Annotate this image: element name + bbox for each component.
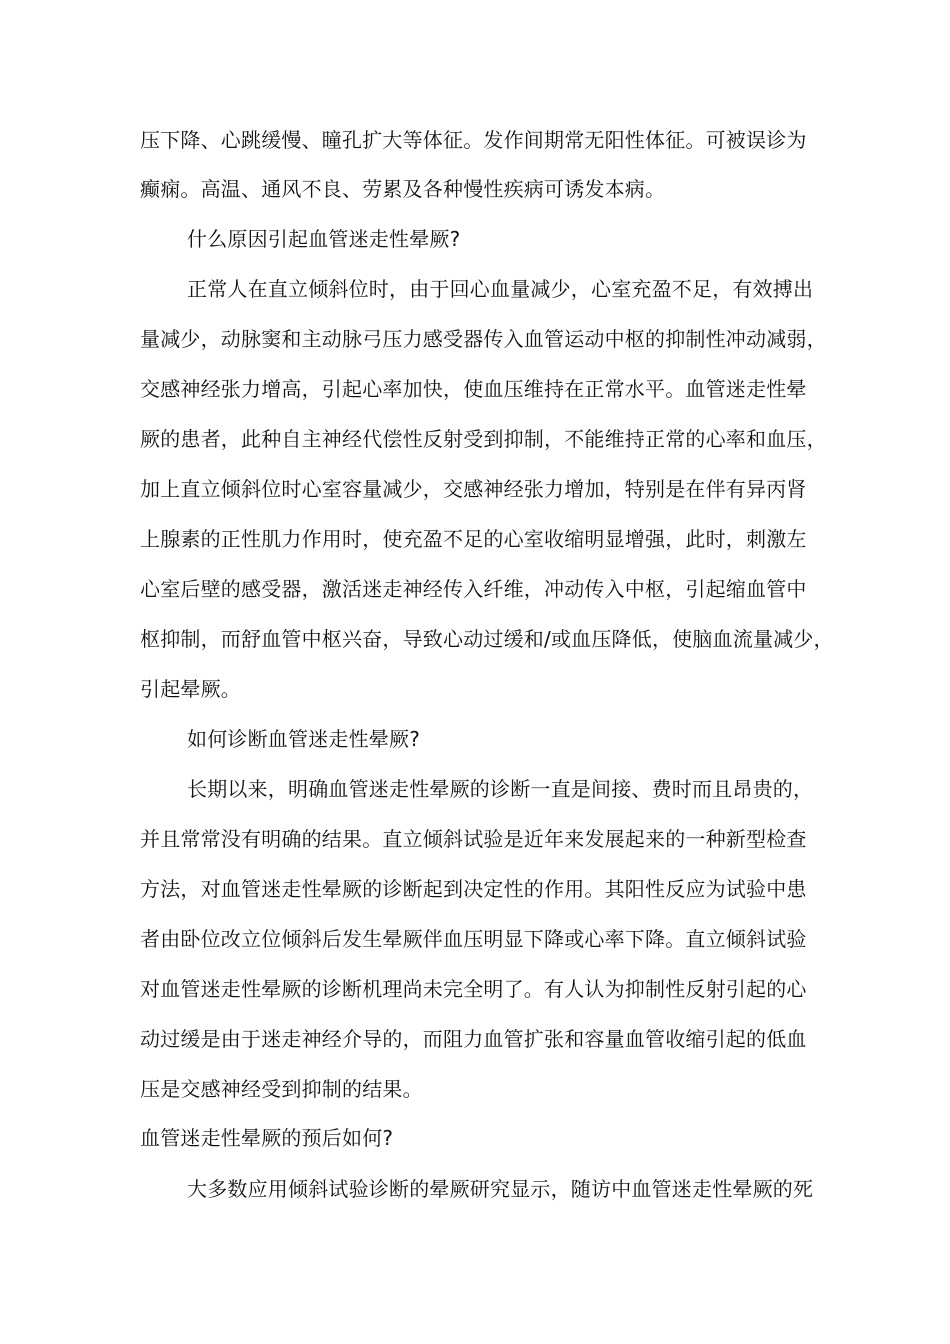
section-question-heading: 血管迷走性晕厥的预后如何? [140,1126,394,1150]
paragraph-line: 者由卧位改立位倾斜后发生晕厥伴血压明显下降或心率下降。直立倾斜试验 [140,927,807,951]
paragraph-line: 正常人在直立倾斜位时，由于回心血量减少，心室充盈不足，有效搏出 [187,277,814,301]
paragraph-line: 对血管迷走性晕厥的诊断机理尚未完全明了。有人认为抑制性反射引起的心 [140,977,807,1001]
paragraph-line: 量减少，动脉窦和主动脉弓压力感受器传入血管运动中枢的抑制性冲动减弱， [140,327,827,351]
paragraph-line: 压下降、心跳缓慢、瞳孔扩大等体征。发作间期常无阳性体征。可被误诊为 [140,128,807,152]
paragraph-line: 加上直立倾斜位时心室容量减少，交感神经张力增加，特别是在伴有异丙肾 [140,477,807,501]
paragraph-line: 引起晕厥。 [140,677,241,701]
paragraph-line: 长期以来，明确血管迷走性晕厥的诊断一直是间接、费时而且昂贵的， [187,777,814,801]
section-question-heading: 如何诊断血管迷走性晕厥? [187,727,421,751]
section-question-heading: 什么原因引起血管迷走性晕厥? [187,227,461,251]
paragraph-line: 方法，对血管迷走性晕厥的诊断起到决定性的作用。其阳性反应为试验中患 [140,877,807,901]
paragraph-line: 枢抑制，而舒血管中枢兴奋，导致心动过缓和/或血压降低，使脑血流量减少， [140,627,834,651]
paragraph-line: 心室后壁的感受器，激活迷走神经传入纤维，冲动传入中枢，引起缩血管中 [140,577,807,601]
paragraph-line: 并且常常没有明确的结果。直立倾斜试验是近年来发展起来的一种新型检查 [140,827,807,851]
paragraph-line: 厥的患者，此种自主神经代偿性反射受到抑制，不能维持正常的心率和血压， [140,427,827,451]
paragraph-line: 大多数应用倾斜试验诊断的晕厥研究显示，随访中血管迷走性晕厥的死 [187,1177,814,1201]
paragraph-line: 交感神经张力增高，引起心率加快，使血压维持在正常水平。血管迷走性晕 [140,377,807,401]
paragraph-line: 癫痫。高温、通风不良、劳累及各种慢性疾病可诱发本病。 [140,177,666,201]
paragraph-line: 动过缓是由于迷走神经介导的，而阻力血管扩张和容量血管收缩引起的低血 [140,1027,807,1051]
paragraph-line: 压是交感神经受到抑制的结果。 [140,1077,423,1101]
paragraph-line: 上腺素的正性肌力作用时，使充盈不足的心室收缩明显增强，此时，刺激左 [140,527,807,551]
